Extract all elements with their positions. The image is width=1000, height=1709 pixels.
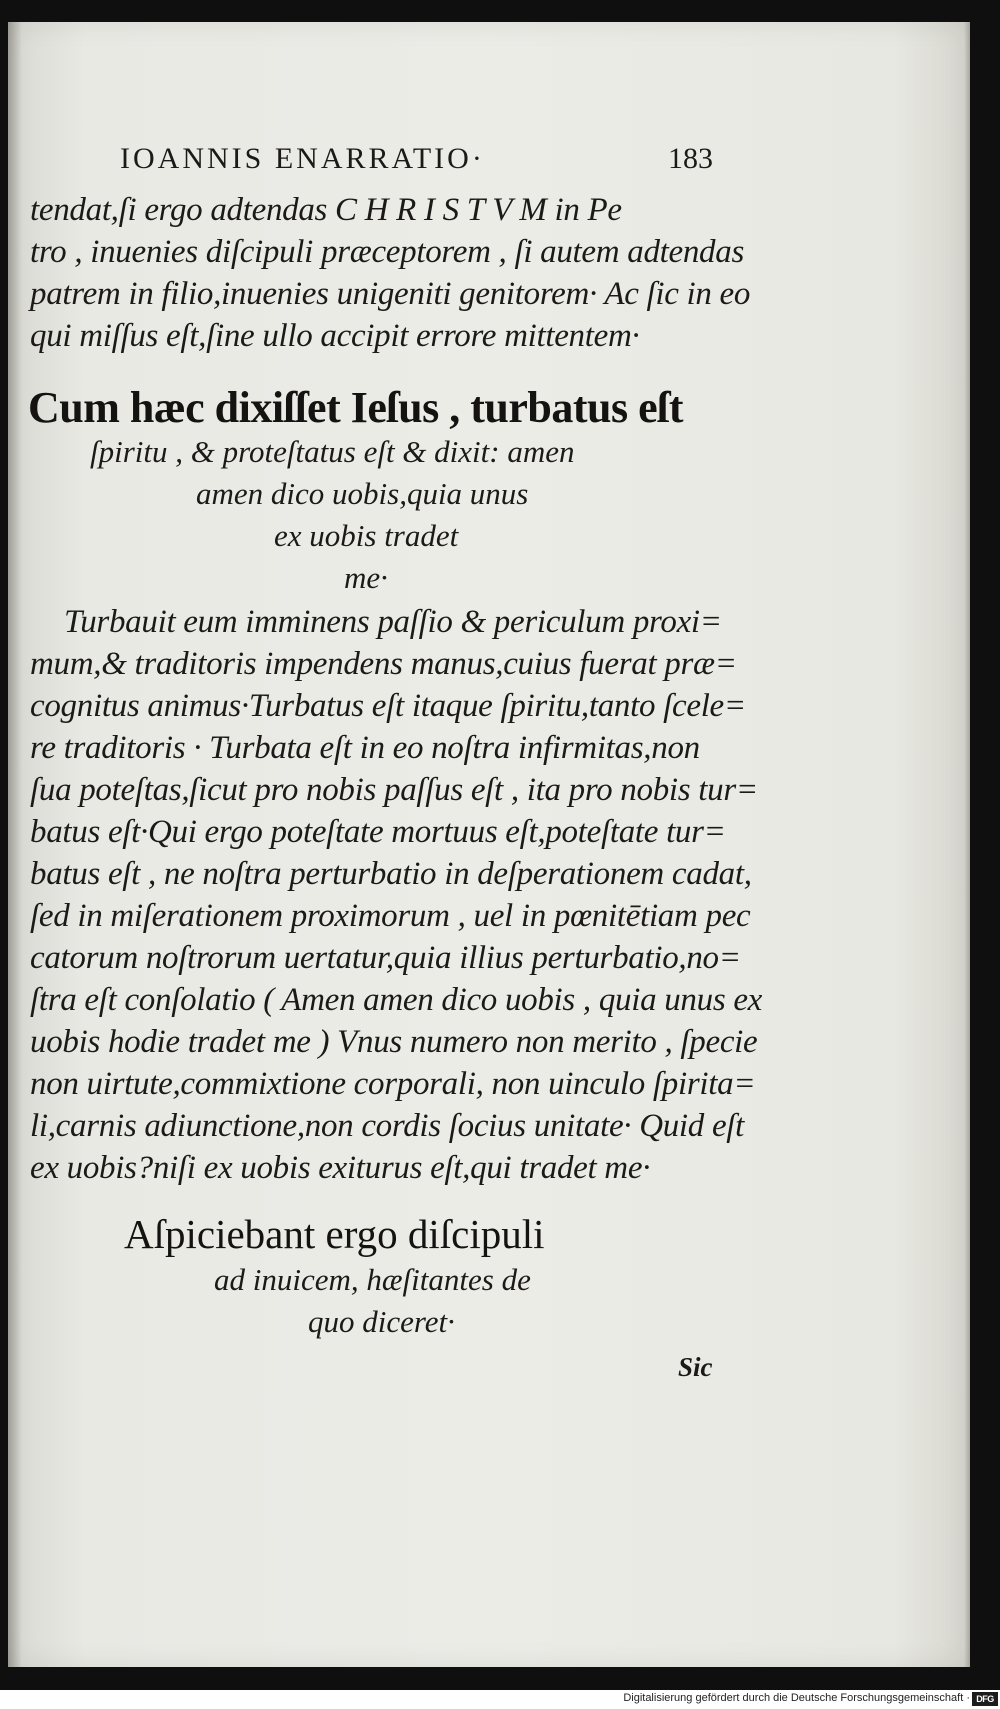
page-edge <box>964 22 970 1667</box>
text-line: li,carnis adiunctione,non cordis ſocius unitate· Quid eſt <box>30 1108 745 1144</box>
text-line: mum,& traditoris impendens manus,cuius fuerat præ= <box>30 646 737 682</box>
text-line: uobis hodie tradet me ) Vnus numero non merito , ſpecie <box>30 1024 758 1060</box>
text-line: ex uobis?niſi ex uobis exiturus eſt,qui tradet me· <box>30 1150 651 1186</box>
text-line: Turbauit eum imminens paſſio & periculum proxi= <box>64 604 722 640</box>
catchword: Sic <box>678 1352 713 1382</box>
dfg-logo: DFG <box>972 1692 998 1706</box>
text-line: cognitus animus·Turbatus eſt itaque ſpiritu,tanto ſcele= <box>30 688 746 724</box>
lemma-line: amen dico uobis,quia unus <box>196 476 529 511</box>
text-line: batus eſt·Qui ergo poteſtate mortuus eſt,poteſtate tur= <box>30 814 726 850</box>
lemma-heading: Cum hæc dixiſſet Ieſus , turbatus eſt <box>28 383 683 432</box>
funding-credit: Digitalisierung gefördert durch die Deutsche Forschungsgemeinschaft · <box>623 1692 970 1704</box>
text-line: ſtra eſt conſolatio ( Amen amen dico uobis , quia unus ex <box>30 982 763 1018</box>
text-line: tendat,ſi ergo adtendas C H R I S T V M in Pe <box>30 192 622 228</box>
text-line: batus eſt , ne noſtra perturbatio in deſperationem cadat, <box>30 856 752 892</box>
gutter-shadow <box>8 22 22 1667</box>
text-line: ſed in miſerationem proximorum , uel in pœnitētiam pec <box>30 898 751 934</box>
text-line: non uirtute,commixtione corporali, non uinculo ſpirita= <box>30 1066 756 1102</box>
text-line: catorum noſtrorum uertatur,quia illius perturbatio,no= <box>30 940 741 976</box>
lemma-line: ad inuicem, hæſitantes de <box>214 1262 531 1297</box>
text-line: tro , inuenies diſcipuli præceptorem , ſi autem adtendas <box>30 234 745 270</box>
page-number: 183 <box>668 142 713 175</box>
lemma-line: me· <box>344 560 388 595</box>
text-line: ſua poteſtas,ſicut pro nobis paſſus eſt , ita pro nobis tur= <box>30 772 758 808</box>
text-line: qui miſſus eſt,ſine ullo accipit errore mittentem· <box>30 318 640 354</box>
lemma-line: ſpiritu , & proteſtatus eſt & dixit: amen <box>90 434 575 469</box>
book-page <box>8 22 970 1667</box>
lemma-heading: Aſpiciebant ergo diſcipuli <box>124 1211 545 1257</box>
lemma-line: ex uobis tradet <box>274 518 459 553</box>
text-line: patrem in filio,inuenies unigeniti genitorem· Ac ſic in eo <box>30 276 751 312</box>
lemma-line: quo diceret· <box>308 1304 455 1339</box>
running-title: IOANNIS ENARRATIO· <box>120 142 485 175</box>
text-line: re traditoris · Turbata eſt in eo noſtra infirmitas,non <box>30 730 700 766</box>
footer-bar <box>0 1690 1000 1709</box>
